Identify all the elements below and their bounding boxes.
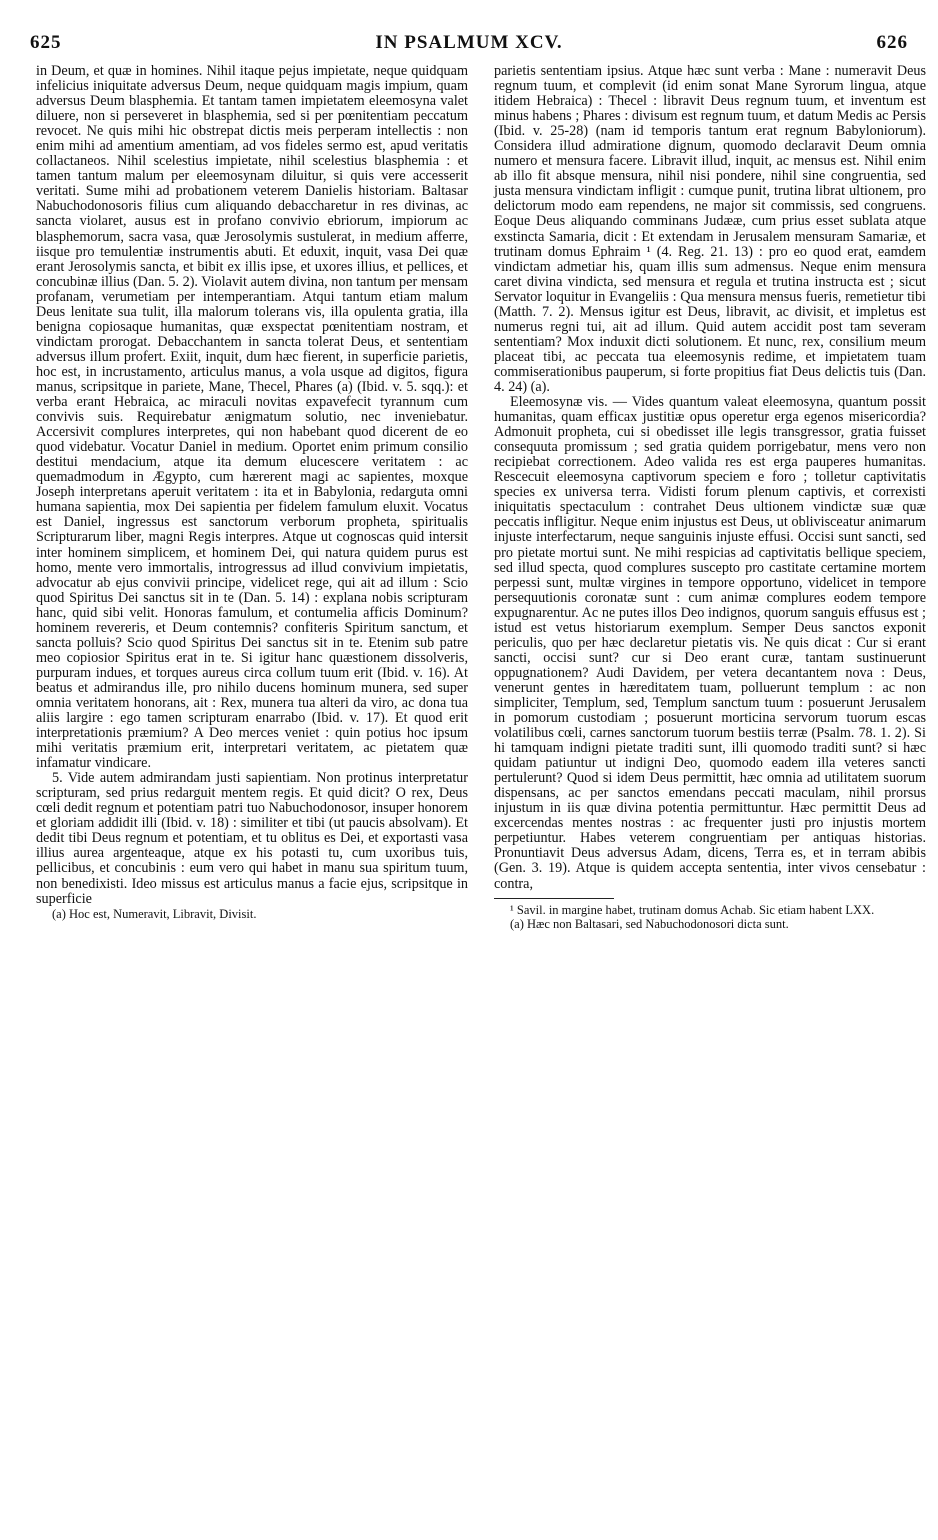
paragraph: in Deum, et quæ in homines. Nihil itaque pejus impietate, neque quidquam infelicius iniquitate adversus Deum, neque quidquam magis impium, quam adversus Deum blasphemia. Et tantam tamen impietatem eleemosyna valet diluere, non si perseveret in blasphemia, sed si per pœnitentiam peccatum revocet. Ne quis mihi hic obstrepat dictis meis perperam intellectis : non enim mihi ad amentium amentiam, ad vos fideles sermo est, apud veritatis collactaneos. Nihil scelestius impietate, nihil scelestius blasphemia : et tamen tantum malum per eleemosynam diluitur, si quis vere accesserit veritati. Sume mihi ad probationem veterem Danielis historiam. Baltasar Nabuchodonosoris filius cum aliquando debaccharetur in res divinas, ac sancta violaret, ausus est in profano convivio ebriorum, impiorum ac blasphemorum, sacra vasa, quæ Jerosolymis sustulerat, in medium afferre, iisque pro temulentiæ instrumentis abuti. Et eduxit, inquit, vasa Dei quæ erant Jerosolymis sancta, et bibit ex illis ipse, et uxores illius, et pellices, et concubinæ illius (Dan. 5. 2). Violavit autem divina, non tantum per mensam profanam, verumetiam per intemperantiam. Atqui tantum etiam malum Deus lenitate sua tulit, illa malorum tolerans vis, illa opulenta gratia, illa benigna copiosaque humanitas, quæ exspectat pœnitentiam nostram, et vindictam prorogat. Debacchantem in sancta tolerat Deus, et sententiam adversus illum profert. Exiit, inquit, dum hæc fierent, in superficie parietis, hoc est, in incrustamento, articulus manus, a vola usque ad digitos, figura manus, scripsitque in pariete, Mane, Thecel, Phares (a) (Ibid. v. 5. sqq.): et verba erant Hebraica, ac miraculi novitas expavefecit tyrannum cum convivis suis. Requirebatur ænigmatum solutio, nec inveniebatur. Accersivit complures interpretes, qui non habebant quod dicerent de eo quod videbatur. Vocatur Daniel in medium. Oportet enim primum consilio destitui mendacium, atque ita demum elucescere veritatem : ac quemadmodum in Ægypto, cum hærerent magi ac sapientes, moxque Joseph interpretans aperuit veritatem : ita et in Babylonia, redarguta omni humana sapientia, mox Dei sapientia per fidelem famulum eluxit. Vocatus est Daniel, ingressus est sanctorum verborum propheta, spiritualis Scripturarum liber, magni Regis interpres. Atque ut cognoscas quid intersit inter hominem simplicem, et hominem Dei, qui natura quidem purus est homo, mente vero immortalis, introgressus ad illud convivium impietatis, advocatur ab ejus convivii principe, videlicet rege, qui ait ad illum : Scio quod Spiritus Dei sanctus sit in te (Dan. 5. 14) : explana nobis scripturam hanc, quid sibi velit. Honoras famulum, et contumelia afficis Dominum? hominem revereris, et Deum contemnis? confiteris Spiritum sanctum, et sancta polluis? Scio quod Spiritus Dei sanctus sit in te. Etenim sub patre meo copiosior Spiritus erat in te. Si igitur hanc quæstionem dissolveris, purpuram indues, et torques aureus circa collum tuum erit (Ibid. v. 16). At beatus et admirandus ille, pro nihilo ducens hominum munera, sed super omnia veritatem honorans, ait : Rex, munera tua alteri da viro, ac dona tua aliis largire : ego tamen scripturam enarrabo (Ibid. v. 17). Et quod erit interpretationis præmium? A Deo merces veniet : quin potius hoc ipsum mihi veritatis præmium erit, interpretari veritatem, ac pietatem quæ infamatur vindicare. [36,63,468,772]
footnote: (a) Hæc non Baltasari, sed Nabuchodonosori dicta sunt. [510,916,789,931]
right-column [494,64,926,931]
footnote-divider [494,898,614,899]
running-title: IN PSALMUM XCV. [375,32,563,53]
footnotes [36,907,468,921]
right-page-number: 626 [876,32,908,53]
left-column [36,64,468,921]
paragraph: 5. Vide autem admirandam justi sapientiam. Non protinus interpretatur scripturam, sed prius redarguit mentem regis. Et quid dicit? O rex, Deus cœli dedit regnum et potentiam patri tuo Nabuchodonosor, insuper honorem et gloriam addidit illi (Ibid. v. 18) : similiter et tibi (ut paucis absolvam). Et dedit tibi Deus regnum et potentiam, et tu oblitus es Dei, et exportasti vasa illius aurea argenteaque, atque ex his potasti tu, cum uxoribus tuis, pellicibus, et concubinis : eum vero qui habet in manu sua spiritum tuum, non benedixisti. Ideo missus est articulus manus a facie ejus, scripsitque in superficie [36,770,468,907]
footnote: ¹ Savil. in margine habet, trutinam domus Achab. Sic etiam habent LXX. [510,902,875,917]
footnotes [494,903,926,931]
paragraph: Eleemosynæ vis. — Vides quantum valeat eleemosyna, quantum possit humanitas, quam efficax justitiæ opus operetur erga egenos misericordia? Admonuit propheta, cui si obedisset ille legis transgressor, gratia fuisset consequuta promissum ; sed gratia quidem porrigebatur, mens vero non recipiebat correctionem. Adeo valida res est erga pauperes humanitas. Rescecuit eleemosyna captivorum speciem e foro ; tolletur captivitatis species ex universa terra. Vidisti forum plenum captivis, et correxisti iniquitatis spectaculum : contrahet Deus ultionem vindictæ suæ quæ peccatis infligitur. Neque enim injustus est Deus, ut oblivisceatur animarum injuste interfectarum, neque sanguinis injuste effusi. Occisi sunt sancti, sed pro pietate mortui sunt. Ne mihi respicias ad captivitatis bellique speciem, sed illud specta, quod complures susceptο pro castitate certamine mortem perpessi sunt, multæ virgines in tempore opportuno, videlicet in tempore persequutionis coronatæ sunt : cum animæ complures eodem tempore expugnarentur. Ac ne putes illos Deo indignos, quorum sanguis effusus est ; istud est vetus historiarum exemplum. Semper Deus sanctos exponit periculis, quo per hæc declaretur pietatis vis. Ne quis dicat : Cur si erant sancti, occisi sunt? cur si Deo erant curæ, tantam sustinuerunt oppugnationem? Audi Davidem, per vetera decantantem nova : Deus, venerunt gentes in hæreditatem tuam, polluerunt templum : ac non simpliciter, Templum, sed, Templum sanctum tuum : posuerunt Jerusalem in pomorum custodiam ; posuerunt morticina servorum tuorum escas volatilibus cœli, carnes sanctorum tuorum bestiis terræ (Psalm. 78. 1. 2). Si hi tamquam indigni pietate traditi sunt, illi quomodo traditi sunt? si hæc quidam patiuntur ut indigni Deo, quomodo eadem illa veteres sancti pertulerunt? Quod si idem Deus permittit, hæc omnia ad utilitatem suorum dispensans, ac per sanctos emendans peccati maculam, nihil prorsus injustum in iis quæ divina potentia permittuntur. Hæc permittit Deus ad excercendas mentes nostras : ac frequenter justi pro injustis mortem perpetiuntur. Habes veterem congruentiam per antiquas historias. Pronuntiavit Deus adversus Adam, dicens, Terra es, et in terram abibis (Gen. 3. 19). Atque is quidem accepta sententia, inter vivos censebatur : contra, [494,394,926,892]
left-page-number: 625 [30,32,62,53]
running-header [30,32,908,62]
footnote: (a) Hoc est, Numeravit, Libravit, Divisit. [52,906,257,921]
paragraph: parietis sententiam ipsius. Atque hæc sunt verba : Mane : numeravit Deus regnum tuum, et complevit (id enim sonat Mane Syrorum lingua, atque itidem Hebraica) : Thecel : libravit Deus regnum tuum, et inventum est minus habens ; Phares : divisum est regnum tuum, et datum Medis ac Persis (Ibid. v. 25-28) (nam id temporis tantum erat regnum Babyloniorum). Considera illud admiratione dignum, quomodo declaravit Deum omnia numero et mensura facere. Libravit illud, inquit, ac mensus est. Nihil enim ab illo fit absque mensura, nihil nisi pondere, nihil sine congruentia, sed justa mensura vindictam infligit : cumque punit, trutina librat ultionem, pro delictorum modo eam rependens, ne major sit commissis, sed congruens. Eoque Deus aliquando comminans Judææ, cum prius esset sublata atque exstincta Samaria, dicit : Et extendam in Jerusalem mensuram Samariæ, et trutinam domus Ephraim ¹ (4. Reg. 21. 13) : pro eo quod erat, eamdem vindictam admetiar his, quam illis sum admensus. Neque enim mensura caret divina vindicta, sed mensura et regula et trutina instructa est ; sicut Servator loquitur in Evangeliis : Qua mensura mensus fueris, remetietur tibi (Matth. 7. 2). Mensus igitur est Deus, libravit, ac divisit, et impletus est numerus regni tui, ait ad illum. Quid autem accidit post tam severam sententiam? Mox induxit dicti solutionem. Et nunc, rex, consilium meum placeat tibi, ac peccata tua eleemosynis redime, et impietatem tuam commiserationibus pauperum, si forte propitius fiat Deus delictis tuis (Dan. 4. 24) (a). [494,63,926,395]
